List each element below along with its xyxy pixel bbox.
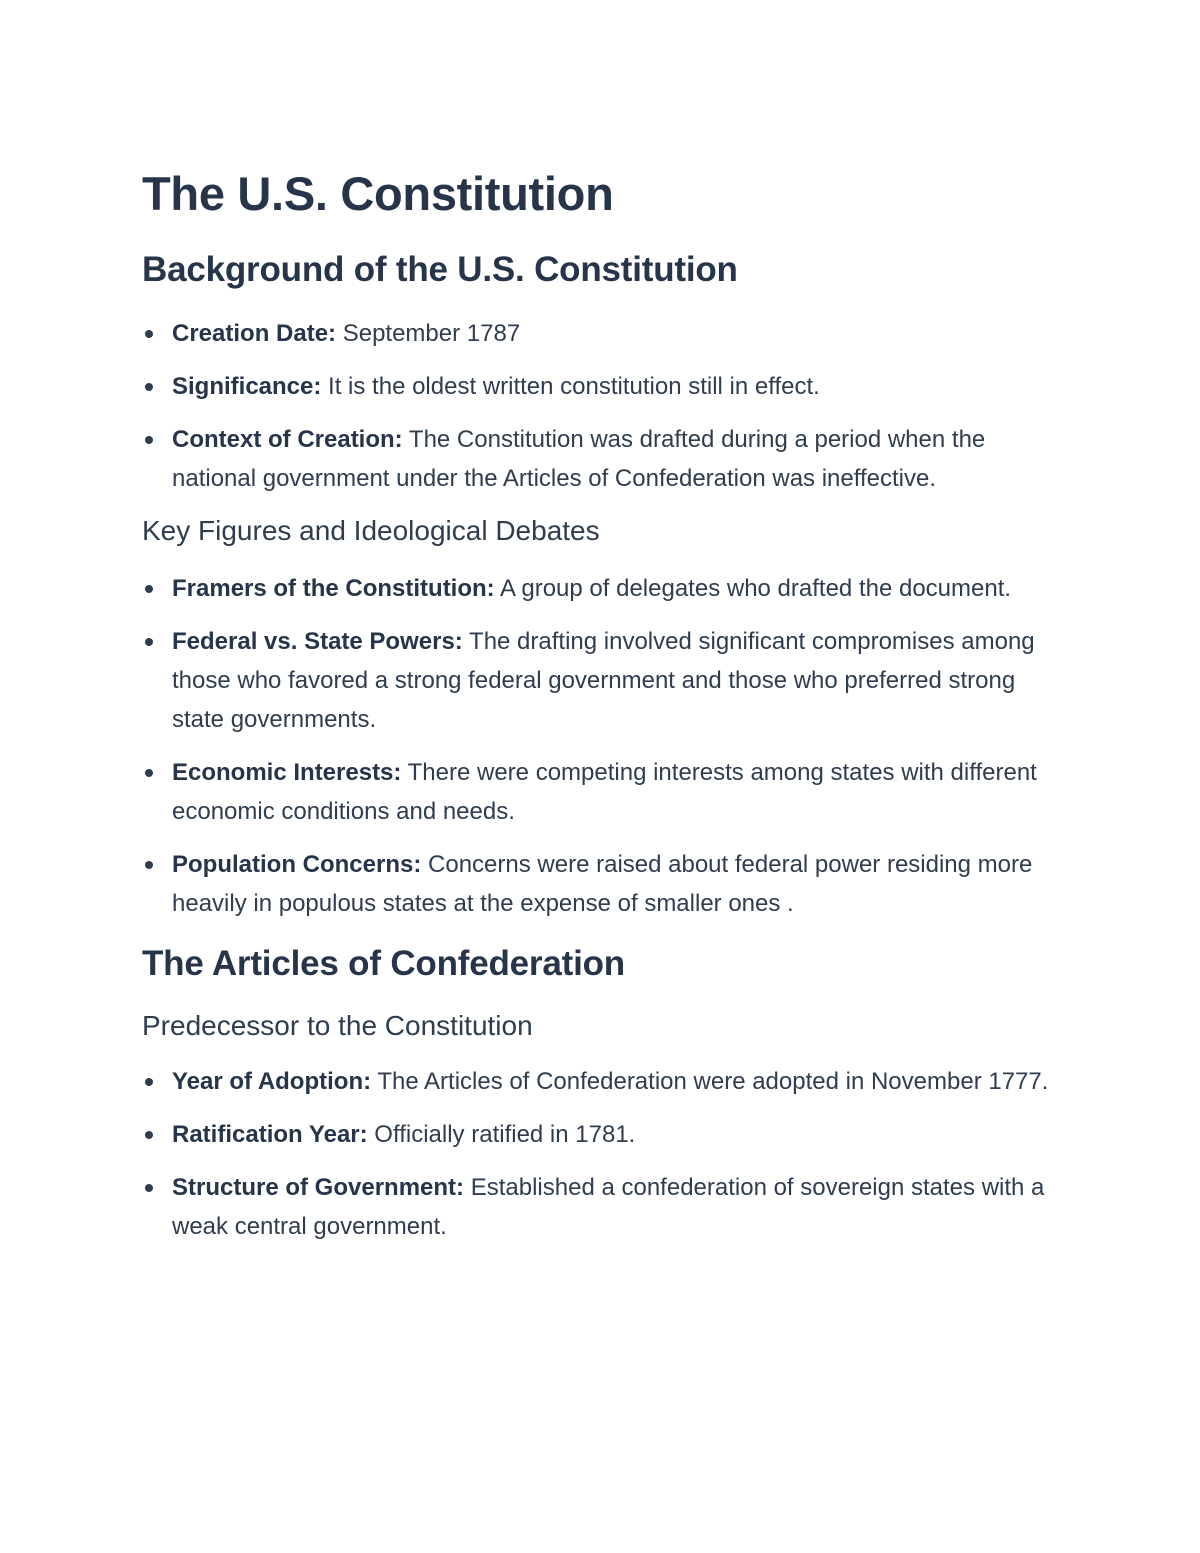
item-separator: :	[454, 628, 463, 655]
list-item	[142, 314, 1072, 353]
list-item	[142, 845, 1072, 923]
document-page	[142, 163, 1072, 1260]
item-separator: :	[456, 1174, 465, 1201]
item-label: Economic Interests	[172, 759, 394, 786]
item-text: There were competing interests among states with different economic conditions and needs.	[172, 759, 1037, 825]
section-heading-background: Background of the U.S. Constitution	[142, 250, 738, 289]
background-list	[142, 314, 1072, 498]
item-text: Officially ratified in 1781.	[367, 1121, 636, 1148]
item-separator: :	[328, 320, 337, 347]
item-separator: :	[313, 373, 322, 400]
item-label: Year of Adoption	[172, 1068, 364, 1095]
list-item	[142, 1062, 1072, 1101]
item-text: Concerns were raised about federal power residing more heavily in populous states at the expense of smaller ones .	[172, 851, 1033, 917]
item-separator: :	[413, 851, 422, 878]
item-label: Significance	[172, 373, 314, 400]
item-text: The Constitution was drafted during a period when the national government under the Articles of Confederation was ineffective.	[172, 426, 986, 492]
key-figures-list	[142, 569, 1072, 923]
list-item	[142, 367, 1072, 406]
list-item	[142, 1168, 1072, 1246]
item-label: Framers of the Constitution	[172, 575, 487, 602]
item-label: Population Concerns	[172, 851, 414, 878]
item-label: Creation Date	[172, 320, 329, 347]
item-text: A group of delegates who drafted the document.	[494, 575, 1012, 602]
list-item	[142, 1115, 1072, 1154]
item-label: Ratification Year	[172, 1121, 360, 1148]
articles-list	[142, 1062, 1072, 1246]
item-separator: :	[486, 575, 495, 602]
item-text: It is the oldest written constitution still in effect.	[321, 373, 820, 400]
section-heading-articles: The Articles of Confederation	[142, 944, 625, 983]
page-title: The U.S. Constitution	[142, 167, 614, 220]
list-item	[142, 622, 1072, 739]
item-separator: :	[394, 426, 403, 453]
list-item	[142, 420, 1072, 498]
item-separator: :	[363, 1068, 372, 1095]
list-item	[142, 569, 1072, 608]
item-separator: :	[359, 1121, 368, 1148]
subheading-key-figures: Key Figures and Ideological Debates	[142, 515, 600, 546]
item-text: September 1787	[336, 320, 521, 347]
item-separator: :	[393, 759, 402, 786]
item-label: Federal vs. State Powers	[172, 628, 455, 655]
item-text: The drafting involved significant compromises among those who favored a strong federal government and those who preferred strong state governments.	[172, 628, 1035, 733]
list-item	[142, 753, 1072, 831]
item-text: The Articles of Confederation were adopted in November 1777.	[371, 1068, 1049, 1095]
subheading-predecessor: Predecessor to the Constitution	[142, 1010, 533, 1041]
item-label: Context of Creation	[172, 426, 395, 453]
item-text: Established a confederation of sovereign states with a weak central government.	[172, 1174, 1045, 1240]
item-label: Structure of Government	[172, 1174, 457, 1201]
